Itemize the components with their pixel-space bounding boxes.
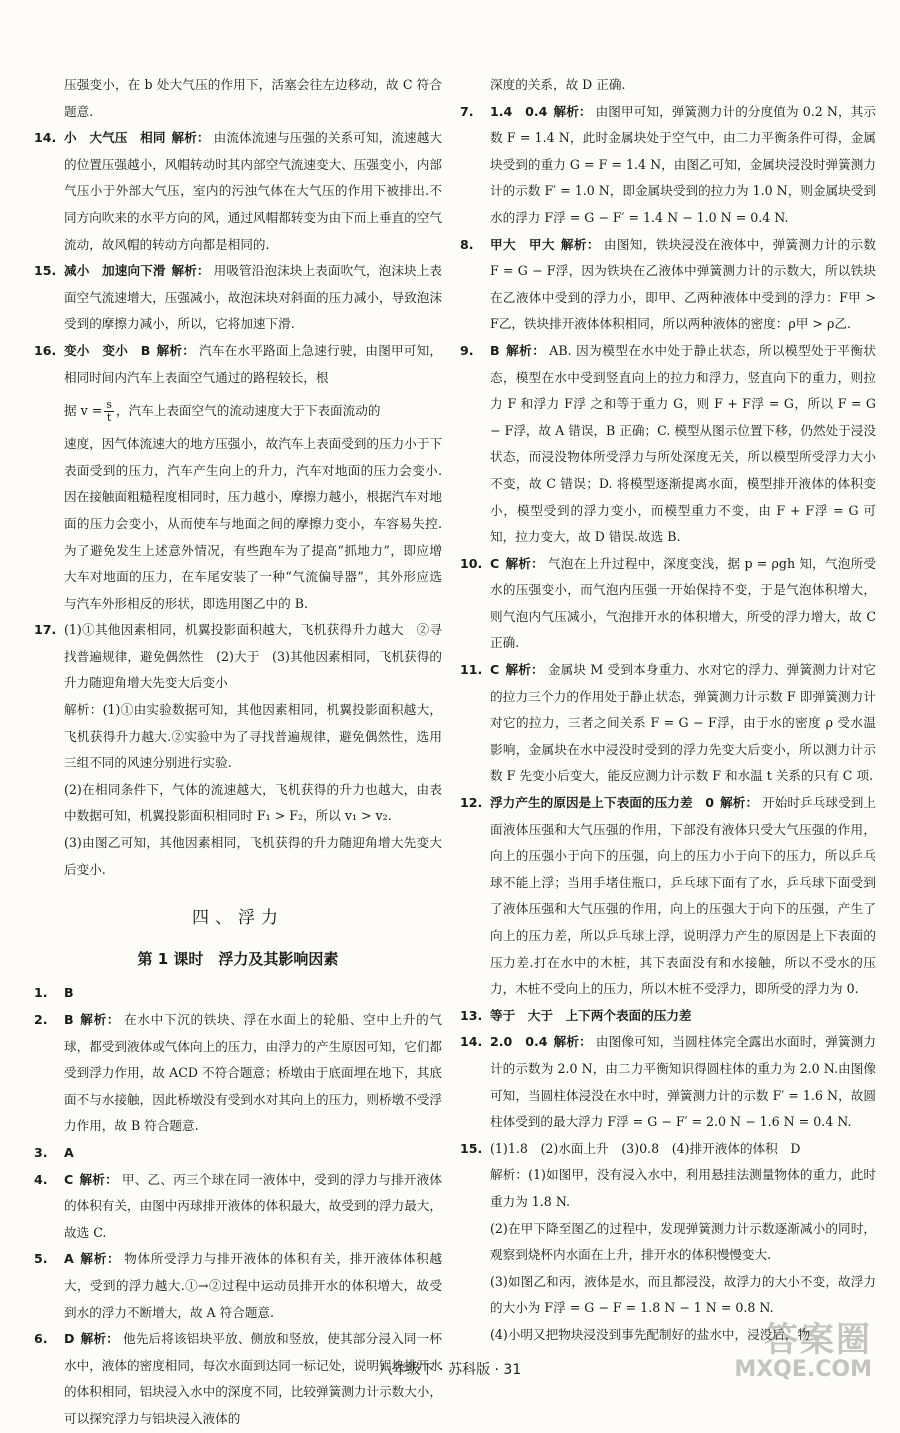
answer-text: C [64, 1171, 74, 1187]
analysis-label: 解析： [553, 103, 592, 119]
analysis-text: 由流体流速与压强的关系可知，流速越大的位置压强越小，风帽转动时其内部空气流速变大、压强变小，内部气压小于外部大气压，室内的污浊气体在大气压的作用下被排出.不同方向吹来的水平方向的风，通过风帽都转变为由下而上垂直的空气流动，故风帽的转动方向都是相同的. [64, 130, 443, 252]
answer-5 [34, 1246, 442, 1326]
answer-text: A [64, 1251, 74, 1267]
analysis-text: 气泡在上升过程中，深度变浅，据 p = ρgh 知，气泡所受水的压强变小，而气泡内压强一开始保持不变，于是气泡体积增大，则气泡内气压减小，气泡排开水的体积增大，所受的浮力增大，故 C 正确. [490, 555, 877, 651]
question-number: 1. [34, 985, 48, 1001]
question-number: 3. [34, 1144, 48, 1160]
right-column [460, 72, 876, 1349]
analysis-label: 解析： [79, 1012, 121, 1027]
answer-11 [460, 657, 876, 790]
fraction-numerator: s [106, 398, 112, 412]
analysis-text: 用吸管沿泡沫块上表面吹气，泡沫块上表面空气流速增大，压强减小，故泡沫块对斜面的压力减小，导致泡沫受到的摩擦力减小，所以，它将加速下滑. [64, 263, 443, 332]
answer-text: C [490, 662, 500, 678]
analysis-text: 由图甲可知，弹簧测力计的分度值为 0.2 N，其示数 F = 1.4 N，此时金属块处于空气中，由二力平衡条件可得，金属块受到的重力 G = F = 1.4 N，由图乙可知，金属块浸没时弹簧测力计的示数 F′ = 1.0 N，即金属块受到的拉力为 1.0 N，则金属块受到水的浮力 F浮 = G − F′ = 1.4 N − 1.0 N = 0.4 N. [490, 103, 877, 225]
left-column [34, 72, 442, 1433]
answer-text: (1)①其他因素相同，机翼投影面积越大，飞机获得升力越大 ②寻找普遍规律，避免偶然性 (2)大于 (3)其他因素相同，飞机获得的升力随迎角增大先变大后变小 [64, 622, 442, 691]
question-number: 10. [460, 555, 483, 571]
fraction-denominator: t [106, 411, 112, 425]
lesson-title: 第 1 课时 浮力及其影响因素 [137, 949, 339, 968]
continuation-text: 压强变小，在 b 处大气压的作用下，活塞会往左边移动，故 C 符合题意. [64, 77, 442, 119]
analysis-text: 在水中下沉的铁块、浮在水面上的轮船、空中上升的气球，都受到液体或气体向上的压力，由浮力的产生原因可知，它们都受到浮力作用，故 ACD 不符合题意；桥墩由于底面埋在地下，其底面不与水接触，因此桥墩没有受到水对其向上的压力，则桥墩不受浮力作用，故 B 符合题意. [64, 1012, 443, 1134]
analysis-paragraph: (3)如图乙和丙，液体是水，而且都浸没，故浮力的大小不变，故浮力的大小为 F浮 = G − F = 1.8 N − 1 N = 0.8 N. [490, 1273, 876, 1316]
watermark-logo [734, 1322, 872, 1382]
question-number: 16. [34, 342, 57, 358]
analysis-text: 汽车在水平路面上急速行驶，由图甲可知，相同时间内汽车上表面空气通过的路程较长，根 [64, 342, 443, 385]
question-number: 14. [34, 130, 57, 146]
answer-text: C [490, 555, 500, 571]
analysis-text: 由图知，铁块浸没在液体中，弹簧测力计的示数 F = G − F浮，因为铁块在乙液体中弹簧测力计的示数大，所以铁块在乙液体中受到的浮力小，即甲、乙两种液体中受到的浮力：F甲 > F乙，铁块排开液体体积相同，所以两种液体的密度：ρ甲 > ρ乙. [490, 236, 877, 332]
answer-7 [460, 99, 876, 232]
answer-text: A [64, 1144, 74, 1160]
analysis-text: 由图像可知，当圆柱体完全露出水面时，弹簧测力计的示数为 2.0 N，由二力平衡知识得圆柱体的重力为 2.0 N.由图像可知，当圆柱体浸没在水中时，弹簧测力计的示数 F′ = 1.6 N，故圆柱体受到的最大浮力 F浮 = G − F′ = 2.0 N − 1.6 N = 0.4 N. [490, 1034, 877, 1130]
analysis-label: 解析： [79, 1171, 118, 1187]
question-number: 6. [34, 1331, 48, 1347]
question-number: 13. [460, 1007, 483, 1023]
analysis-text: AB. 因为模型在水中处于静止状态，所以模型处于平衡状态，模型在水中受到竖直向上的拉力和浮力，竖直向下的重力，则拉力 F 和浮力 F浮 之和等于重力 G，则 F + F浮 = G，所以 F = G − F浮，故 A 错误，B 正确；C. 模型从图示位置下移，仍然处于浸没状态，而浸没物体所受浮力与所处深度无关，所以模型所受浮力大小不变，故 C 错误；D. 将模型逐渐提离水面，模型排开液体的体积变小，模型受到的浮力变小，而模型重力不变，由 F + F浮 = G 可知，拉力变大，故 D 错误.故选 B. [490, 342, 877, 545]
question-number: 17. [34, 622, 57, 638]
answer-4 [34, 1167, 442, 1247]
analysis-continuation: 速度，因气体流速大的地方压强小，故汽车上表面受到的压力小于下表面受到的压力，汽车产生向上的升力，汽车对地面的压力会变小.因在接触面粗糙程度相同时，压力越小，摩擦力越小，根据汽车对地面的压力会变小，从而使车与地面之间的摩擦力变小，车容易失控.为了避免发生上述意外情况，有些跑车为了提高“抓地力”，即应增大车对地面的压力，在车尾安装了一种“气流偏导器”，其外形应选与汽车外形相反的形状，即选用图乙中的 B. [64, 436, 442, 611]
question-number: 9. [460, 342, 474, 358]
answer-text: (1)1.8 (2)水面上升 (3)0.8 (4)排开液体的体积 D [490, 1140, 801, 1156]
answer-12 [460, 790, 876, 1003]
analysis-label: 解析： [490, 1167, 529, 1183]
analysis-paragraph: (3)由图乙可知，其他因素相同，飞机获得的升力随迎角增大先变大后变小. [64, 835, 442, 877]
analysis-text: 他先后将该铝块平放、侧放和竖放，使其部分浸入同一杯水中，液体的密度相同，每次水面到达同一标记处，说明铝块排开水的体积相同，铝块浸入水中的深度不同，比较弹簧测力计示数大小，可以探究浮力与铝块浸入液体的 [64, 1331, 443, 1426]
section-title: 四、浮力 [192, 908, 284, 929]
answer-15b [460, 1136, 876, 1163]
answer-8 [460, 232, 876, 338]
question-number: 15. [460, 1140, 483, 1156]
analysis-paragraph: (2)在相同条件下，气体的流速越大，飞机获得的升力也越大，由表中数据可知，机翼投影面积相同时 F₁ > F₂，所以 v₁ > v₂. [64, 781, 442, 824]
answer-16 [34, 338, 442, 391]
answer-text: 减小 加速向下滑 [64, 263, 166, 279]
analysis-paragraph: (2)在甲下降至图乙的过程中，发现弹簧测力计示数逐渐减小的同时，观察到烧杯内水面在上升，排开水的体积慢慢变大. [490, 1220, 876, 1263]
answer-1 [34, 980, 442, 1007]
analysis-label: 解析： [80, 1331, 119, 1347]
answer-text: B [64, 985, 74, 1001]
answer-text: 浮力产生的原因是上下表面的压力差 0 [490, 795, 715, 811]
question-number: 2. [34, 1012, 48, 1027]
answer-10 [460, 551, 876, 657]
answer-text: 1.4 0.4 [490, 103, 548, 119]
answer-text: B [64, 1012, 74, 1027]
analysis-label: 解析： [553, 1034, 592, 1050]
analysis-text: (1)①由实验数据可知，其他因素相同，机翼投影面积越大，飞机获得升力越大.②实验中为了寻找普遍规律，避免偶然性，选用三组不同的风速分别进行实验. [64, 702, 443, 771]
formula-suffix: ，汽车上表面空气的流动速度大于下表面流动的 [115, 403, 381, 419]
question-number: 4. [34, 1171, 48, 1187]
analysis-label: 解析： [505, 555, 544, 571]
analysis-text: (1)如图甲，没有浸入水中，利用悬挂法测量物体的重力，此时重力为 1.8 N. [490, 1167, 877, 1209]
formula-prefix: 据 v = [64, 403, 103, 419]
question-number: 14. [460, 1034, 483, 1050]
question-number: 8. [460, 236, 474, 252]
analysis-label: 解析： [171, 130, 210, 146]
question-number: 11. [460, 662, 483, 678]
analysis-label: 解析： [156, 342, 196, 358]
analysis-label: 解析： [505, 662, 544, 678]
question-number: 12. [460, 795, 483, 811]
analysis-text: 甲、乙、丙三个球在同一液体中，受到的浮力与排开液体的体积有关，由图中丙球排开液体的体积最大，故受到的浮力最大，故选 C. [64, 1171, 442, 1240]
answer-2 [34, 1007, 442, 1140]
watermark-url: MXQE.COM [734, 1357, 872, 1382]
analysis-label: 解析： [171, 263, 210, 279]
answer-text: D [64, 1331, 75, 1347]
continuation-text: 深度的关系，故 D 正确. [490, 77, 626, 92]
watermark-brand-text: 答案圈 [764, 1320, 872, 1360]
analysis-text: 金属块 M 受到本身重力、水对它的浮力、弹簧测力计对它的拉力三个力的作用处于静止状态，弹簧测力计示数 F 即弹簧测力计对它的拉力，三者之间关系 F = G − F浮，由于水的密度 ρ 受水温影响，金属块在水中浸没时受到的浮力先变大后变小，所以测力计示数 F 先变小后变大，能反应测力计示数 F 和水温 t 关系的只有 C 项. [490, 662, 877, 784]
answer-9 [460, 338, 876, 551]
answer-text: B [490, 342, 500, 358]
analysis-label: 解析： [505, 342, 546, 358]
answer-text: 2.0 0.4 [490, 1034, 548, 1050]
answer-14b [460, 1029, 876, 1135]
analysis-paragraph: (4)小明又把物块浸没到事先配制好的盐水中，浸没后，物 [490, 1326, 811, 1342]
page-footer: 八年级下 · 苏科版 · 31 [378, 1362, 522, 1378]
answer-text: 等于 大于 上下两个表面的压力差 [490, 1007, 692, 1023]
question-number: 15. [34, 263, 57, 279]
analysis-label: 解析： [79, 1251, 121, 1267]
question-number: 5. [34, 1251, 48, 1267]
answer-13 [460, 1003, 876, 1030]
answer-text: 变小 变小 B [64, 342, 151, 358]
answer-15 [34, 258, 442, 338]
question-number: 7. [460, 103, 474, 119]
analysis-paragraph [34, 697, 442, 777]
answer-17 [34, 617, 442, 697]
analysis-label: 解析： [64, 702, 103, 718]
analysis-text: 物体所受浮力与排开液体的体积有关，排开液体体积越大，受到的浮力越大.①→②过程中运动员排开水的体积增大，故受到水的浮力不断增大，故 A 符合题意. [64, 1251, 443, 1320]
answer-text: 小 大气压 相同 [64, 130, 166, 146]
analysis-label: 解析： [720, 795, 759, 811]
answer-3 [34, 1140, 442, 1167]
answer-text: 甲大 甲大 [490, 236, 555, 252]
formula-line [34, 391, 442, 431]
analysis-text: 开始时乒乓球受到上面液体压强和大气压强的作用，下部没有液体只受大气压强的作用，向上的压强小于向下的压强，向上的压力小于向下的压力，所以乒乓球不能上浮；当用手堵住瓶口，乒乓球下面有了水，乒乓球下面受到了液体压强和大气压强的作用，向上的压强大于向下的压强，产生了向上的压力差，所以乒乓球上浮，说明浮力产生的原因是上下表面的压力差.打在水中的木桩，其下表面没有和水接触，所以不受水的压力，木桩不受向上的压力，所以木桩不受浮力，即所受的浮力为 0. [490, 795, 877, 997]
answer-14 [34, 125, 442, 258]
analysis-paragraph [460, 1162, 876, 1215]
analysis-label: 解析： [560, 236, 600, 252]
fraction [104, 399, 114, 424]
